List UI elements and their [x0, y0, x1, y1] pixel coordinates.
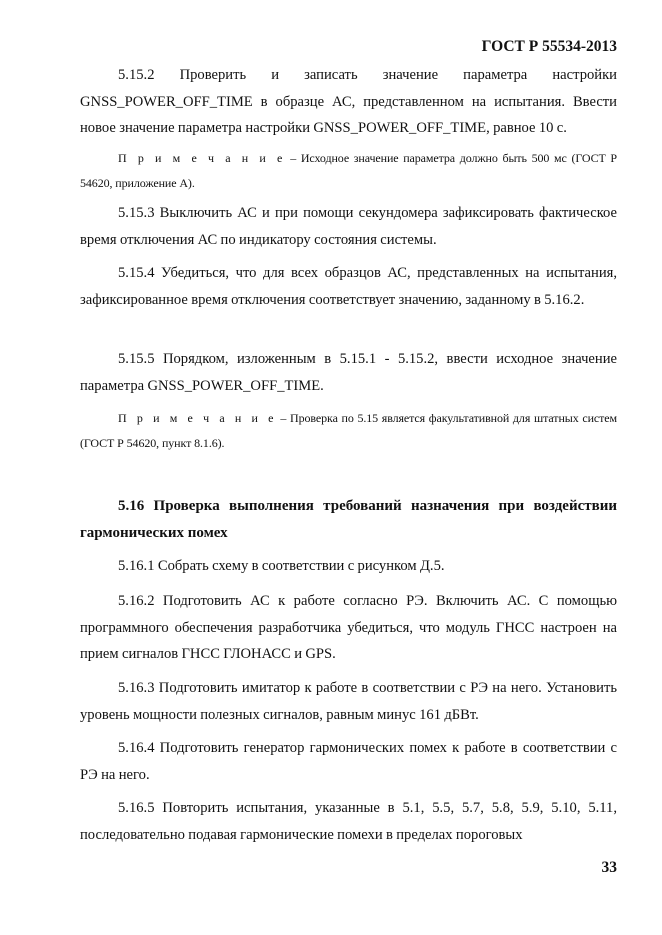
note-text: – Исходное значение параметра должно быть 500 мс (ГОСТ Р 54620, приложение А). [80, 151, 617, 190]
paragraph-5-15-2: 5.15.2 Проверить и записать значение параметра настройки GNSS_POWER_OFF_TIME в образце АС, представленном на испытания. Ввести новое значение параметра настройки GNSS_POWER_OFF_TIME, равное 10 с. [80, 67, 617, 136]
paragraph-5-15-3: 5.15.3 Выключить АС и при помощи секундомера зафиксировать фактическое время отключения АС по индикатору состояния системы. [80, 205, 617, 248]
section-heading-5-16: 5.16 Проверка выполнения требований назначения при воздействии гармонических помех [80, 498, 617, 541]
paragraph-5-16-3: 5.16.3 Подготовить имитатор к работе в соответствии с РЭ на него. Установить уровень мощности полезных сигналов, равным минус 161 дБВт. [80, 680, 617, 723]
paragraph-5-15-4: 5.15.4 Убедиться, что для всех образцов АС, представленных на испытания, зафиксированное время отключения соответствует значению, заданному в 5.16.2. [80, 265, 617, 308]
paragraph-5-16-5: 5.16.5 Повторить испытания, указанные в 5.1, 5.5, 5.7, 5.8, 5.9, 5.10, 5.11, последовательно подавая гармонические помехи в пределах пороговых [80, 800, 617, 843]
paragraph-5-16-1: 5.16.1 Собрать схему в соответствии с рисунком Д.5. [118, 558, 445, 574]
note-initial-value [80, 146, 617, 196]
note-label: П р и м е ч а н и е [118, 411, 277, 425]
note-text: – Проверка по 5.15 является факультативной для штатных систем (ГОСТ Р 54620, пункт 8.1.6). [80, 411, 617, 450]
paragraph-5-16-4: 5.16.4 Подготовить генератор гармонических помех к работе в соответствии с РЭ на него. [80, 740, 617, 783]
page-number: 33 [601, 859, 617, 876]
note-optional-check [80, 406, 617, 456]
paragraph-5-16-2: 5.16.2 Подготовить АС к работе согласно РЭ. Включить АС. С помощью программного обеспечения разработчика убедиться, что модуль ГНСС настроен на прием сигналов ГНСС ГЛОНАСС и GPS. [80, 593, 617, 662]
paragraph-5-15-5: 5.15.5 Порядком, изложенным в 5.15.1 - 5.15.2, ввести исходное значение параметра GNSS_POWER_OFF_TIME. [80, 351, 617, 394]
document-code-header: ГОСТ Р 55534-2013 [481, 38, 617, 55]
note-label: П р и м е ч а н и е [118, 151, 286, 165]
